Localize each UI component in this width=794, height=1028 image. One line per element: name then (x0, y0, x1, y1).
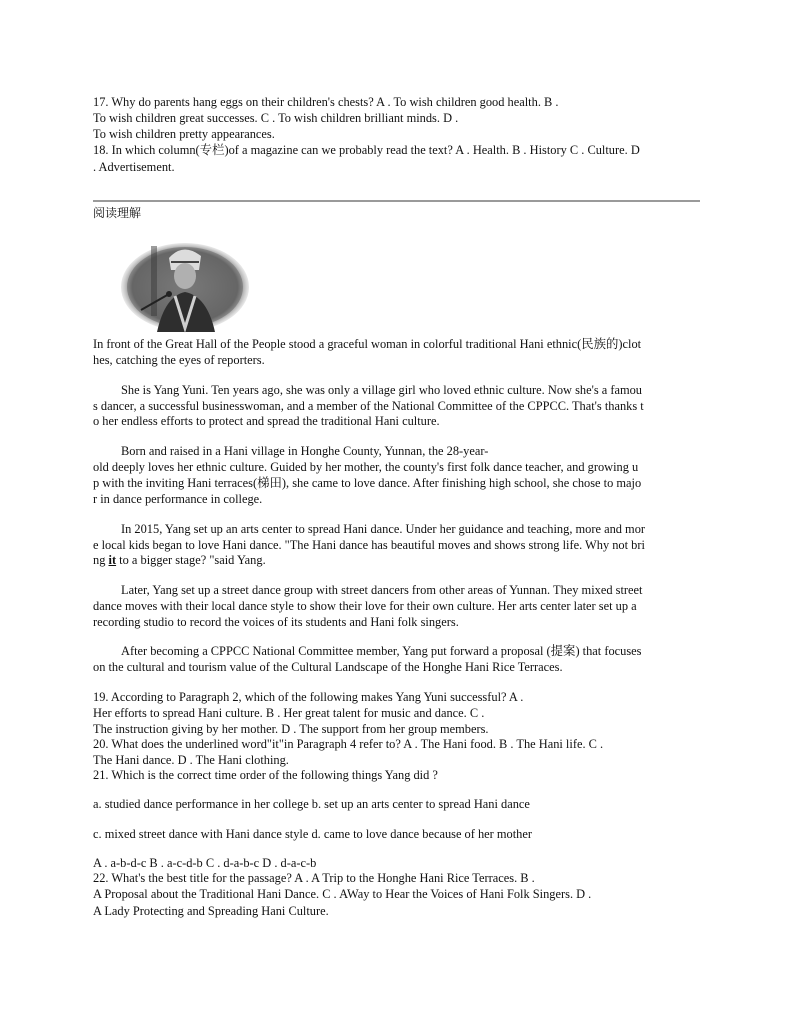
question-19-line-3: The instruction giving by her mother. D . The support from her group members. (93, 722, 489, 736)
question-19-line-1: 19. According to Paragraph 2, which of the following makes Yang Yuni successful? A . (93, 690, 524, 704)
paragraph-5-line-3: recording studio to record the voices of its students and Hani folk singers. (93, 615, 459, 629)
paragraph-4-line-3-end: to a bigger stage? "said Yang. (116, 553, 266, 567)
paragraph-4-line-3 (93, 552, 266, 569)
paragraph-4-line-2: e local kids began to love Hani dance. "The Hani dance has beautiful moves and shows strong life. Why not bri (93, 538, 645, 552)
question-20-line-2: The Hani dance. D . The Hani clothing. (93, 753, 289, 767)
underlined-word-it: it (108, 553, 117, 567)
paragraph-2-line-2: s dancer, a successful businesswoman, and a member of the National Committee of the CPPCC. That's thanks t (93, 399, 644, 413)
paragraph-4-line-1: In 2015, Yang set up an arts center to spread Hani dance. Under her guidance and teaching, more and mor (121, 522, 646, 536)
question-21-options: A . a-b-d-c B . a-c-d-b C . d-a-b-c D . d-a-c-b (93, 856, 317, 870)
paragraph-5-line-1: Later, Yang set up a street dance group with street dancers from other areas of Yunnan. They mixed street (121, 583, 643, 597)
question-18-line-1: 18. In which column(专栏)of a magazine can we probably read the text? A . Health. B . History C . Culture. D (93, 143, 640, 157)
passage-photo (121, 240, 249, 334)
paragraph-4-line-3-start: ng (93, 553, 109, 567)
paragraph-2-line-1: She is Yang Yuni. Ten years ago, she was only a village girl who loved ethnic culture. Now she's a famou (121, 383, 642, 397)
question-18-line-2: . Advertisement. (93, 160, 175, 174)
paragraph-3-line-3: p with the inviting Hani terraces(梯田), she came to love dance. After finishing high school, she chose to majo (93, 476, 642, 490)
question-17-line-1: 17. Why do parents hang eggs on their children's chests? A . To wish children good health. B . (93, 95, 559, 109)
question-21-items-ab: a. studied dance performance in her college b. set up an arts center to spread Hani dance (93, 797, 530, 811)
paragraph-2-line-3: o her endless efforts to protect and spread the traditional Hani culture. (93, 414, 440, 428)
section-title: 阅读理解 (93, 206, 142, 220)
question-21-items-cd: c. mixed street dance with Hani dance style d. came to love dance because of her mother (93, 827, 532, 841)
question-19-line-2: Her efforts to spread Hani culture. B . Her great talent for music and dance. C . (93, 706, 485, 720)
paragraph-3-line-4: r in dance performance in college. (93, 492, 263, 506)
paragraph-3-line-2: old deeply loves her ethnic culture. Guided by her mother, the county's first folk dance teacher, and growing u (93, 460, 639, 474)
paragraph-5-line-2: dance moves with their local dance style to show their love for their own culture. Her arts center later set up a (93, 599, 637, 613)
question-17-line-3: To wish children pretty appearances. (93, 127, 275, 141)
question-17-line-2: To wish children great successes. C . To wish children brilliant minds. D . (93, 111, 459, 125)
paragraph-1-line-1: In front of the Great Hall of the People stood a graceful woman in colorful traditional Hani ethnic(民族的)clot (93, 337, 642, 351)
paragraph-1-line-2: hes, catching the eyes of reporters. (93, 353, 265, 367)
question-22-line-3: A Lady Protecting and Spreading Hani Culture. (93, 904, 329, 918)
paragraph-3-line-1: Born and raised in a Hani village in Honghe County, Yunnan, the 28-year- (121, 444, 489, 458)
question-22-line-2: A Proposal about the Traditional Hani Dance. C . AWay to Hear the Voices of Hani Folk Singers. D . (93, 887, 592, 901)
paragraph-6-line-2: on the cultural and tourism value of the Cultural Landscape of the Honghe Hani Rice Terraces. (93, 660, 563, 674)
question-21-line-1: 21. Which is the correct time order of the following things Yang did ? (93, 768, 438, 782)
section-divider (93, 200, 700, 202)
question-20-line-1: 20. What does the underlined word"it"in Paragraph 4 refer to? A . The Hani food. B . The Hani life. C . (93, 737, 604, 751)
paragraph-6-line-1: After becoming a CPPCC National Committee member, Yang put forward a proposal (提案) that focuses (121, 644, 642, 658)
question-22-line-1: 22. What's the best title for the passage? A . A Trip to the Honghe Hani Rice Terraces. B . (93, 871, 535, 885)
